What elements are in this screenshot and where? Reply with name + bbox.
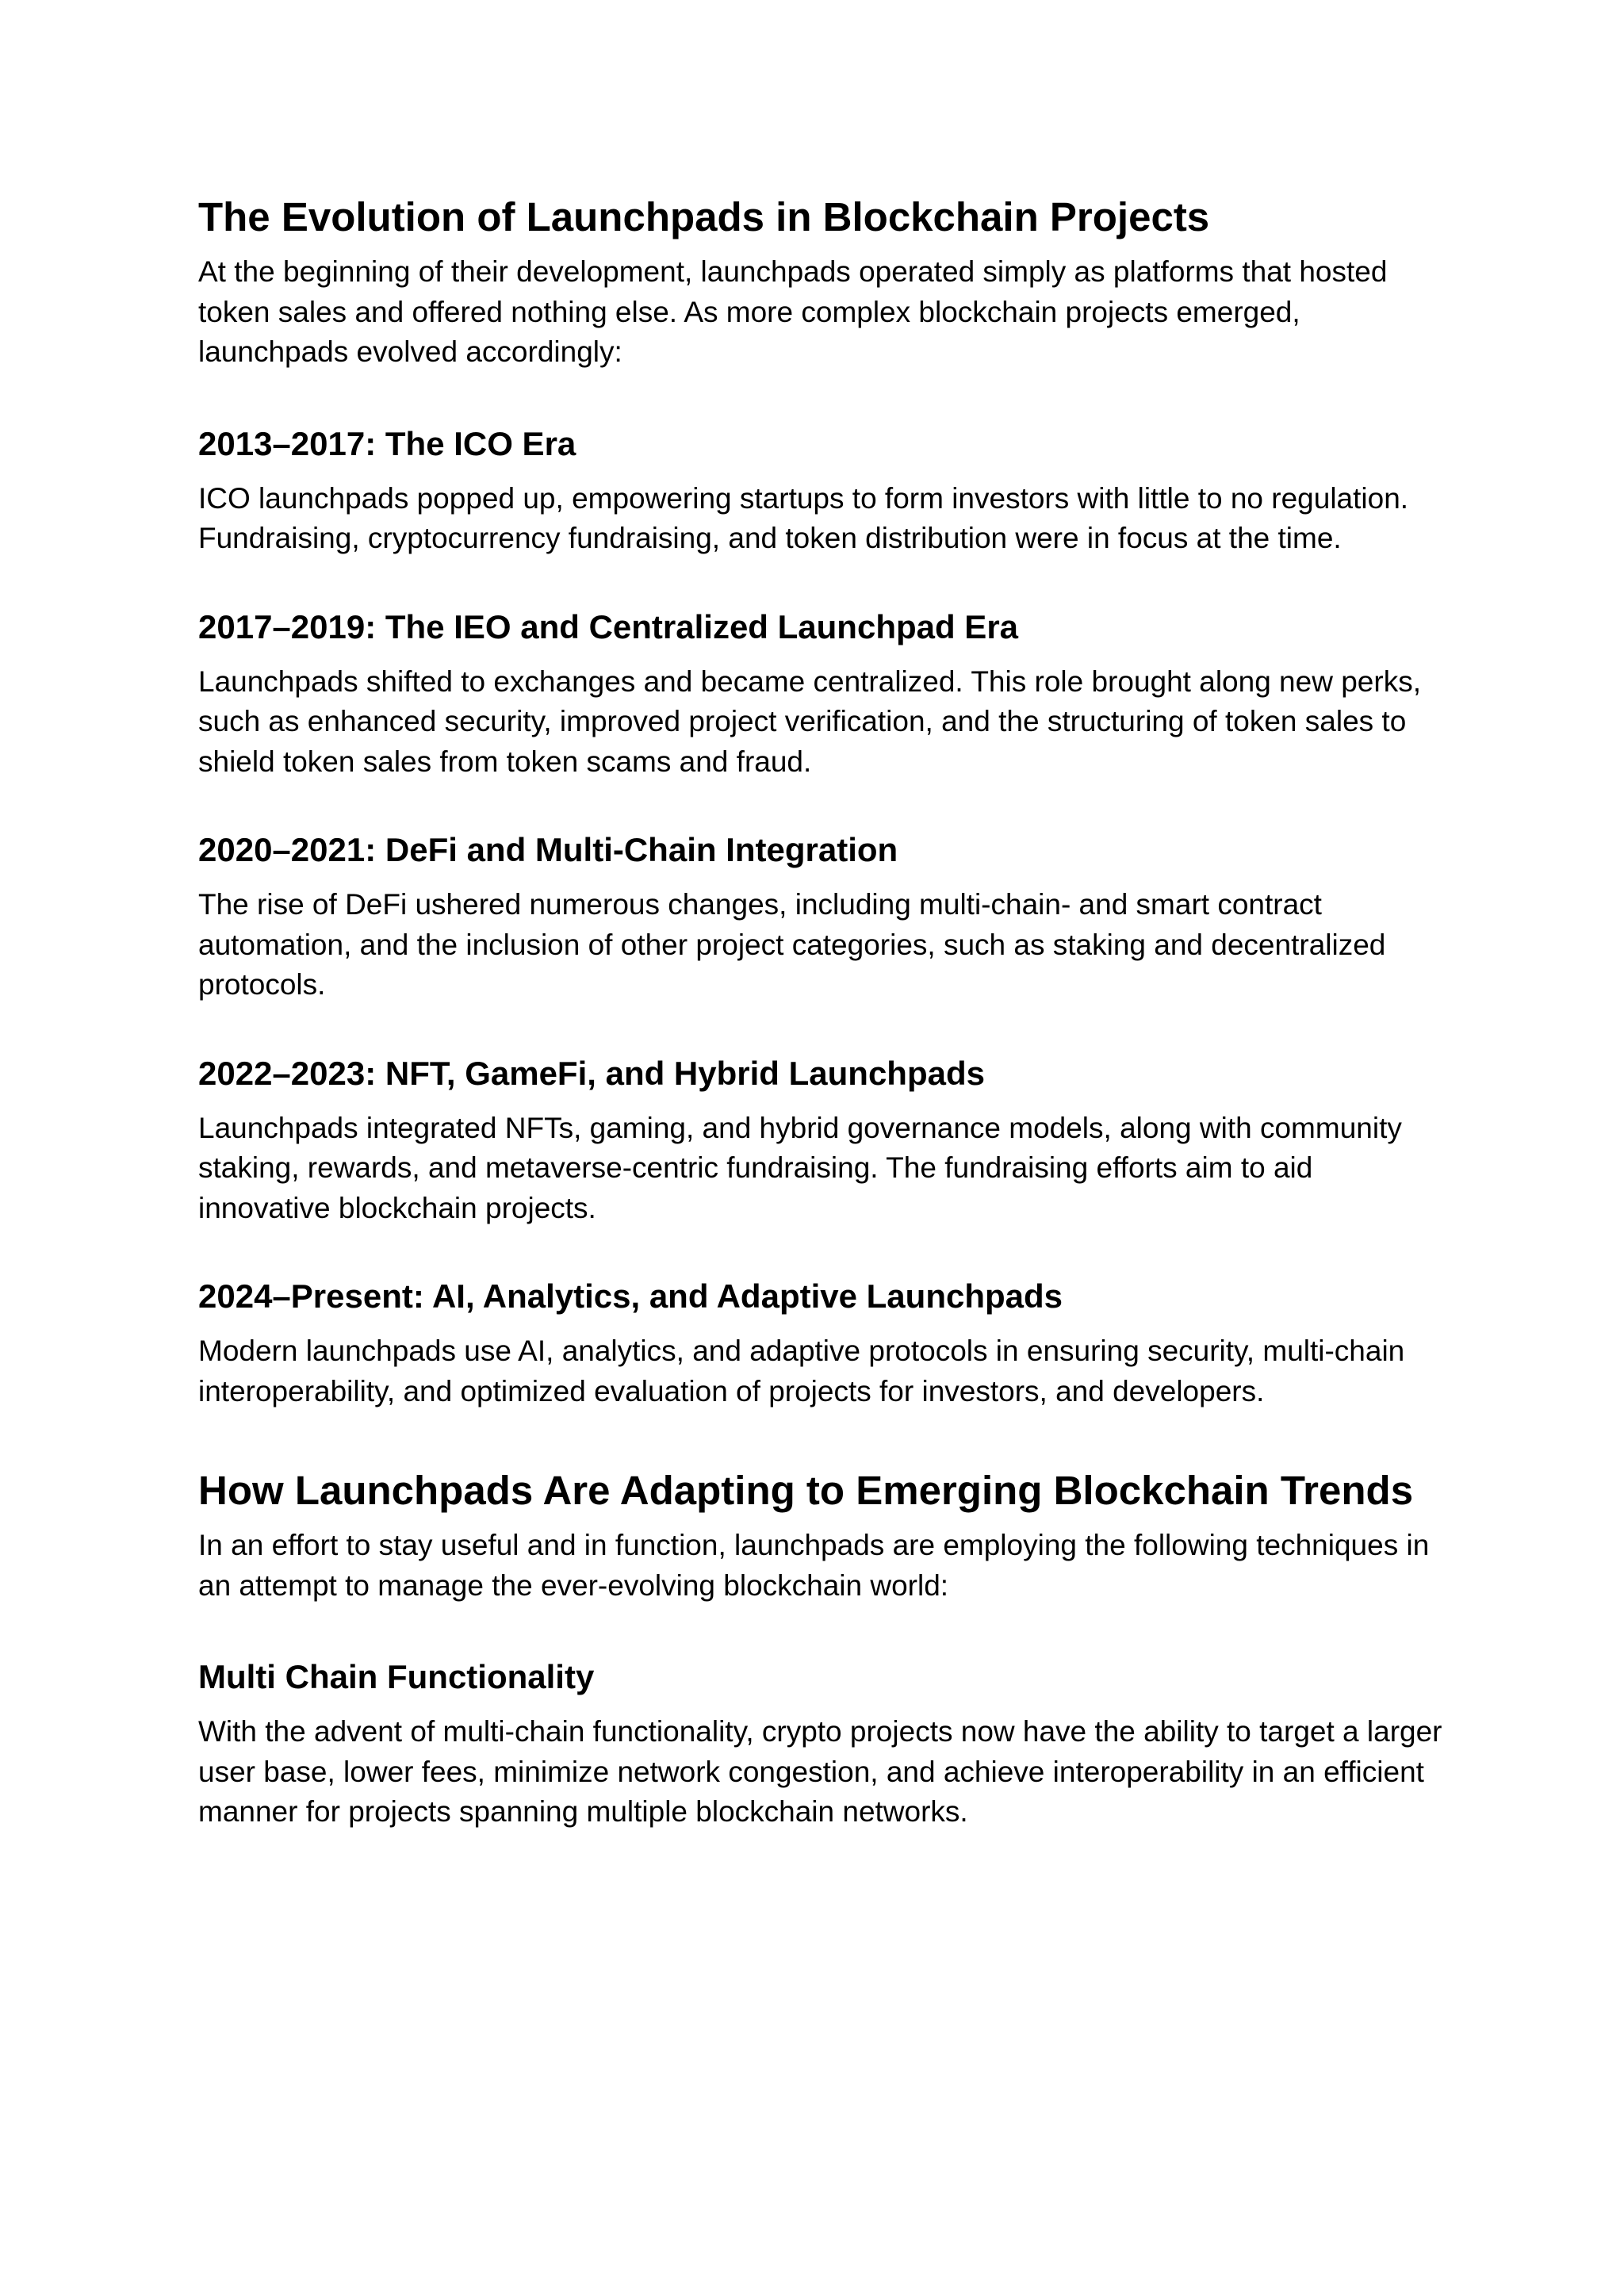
era-heading: 2013–2017: The ICO Era [198,424,576,462]
era-body: Launchpads shifted to exchanges and became centralized. This role brought along new perks, such as enhanced security, improved project verification, and the structuring of token sales to shield token sales from token scams and fraud. [198,664,1421,778]
subsection-body: With the advent of multi-chain functionality, crypto projects now have the ability to target a larger user base, lower fees, minimize network congestion, and achieve interoperability in an efficient manner for projects spanning multiple blockchain networks. [198,1715,1442,1828]
era-heading: 2024–Present: AI, Analytics, and Adaptive Launchpads [198,1277,1063,1315]
era-body: Modern launchpads use AI, analytics, and adaptive protocols in ensuring security, multi-chain interoperability, and optimized evaluation of projects for investors, and developers. [198,1335,1405,1407]
era-body: Launchpads integrated NFTs, gaming, and hybrid governance models, along with community staking, rewards, and metaverse-centric fundraising. The fundraising efforts aim to aid innovative blockchain projects. [198,1111,1402,1224]
section-intro: In an effort to stay useful and in function, launchpads are employing the following techniques in an attempt to manage the ever-evolving blockchain world: [198,1529,1430,1602]
era-body: The rise of DeFi ushered numerous changes, including multi-chain- and smart contract automation, and the inclusion of other project categories, such as staking and decentralized protocols. [198,888,1386,1001]
era-body: ICO launchpads popped up, empowering startups to form investors with little to no regulation. Fundraising, cryptocurrency fundraising, and token distribution were in focus at the time. [198,481,1409,554]
document-page [198,190,1451,1833]
era-heading: 2020–2021: DeFi and Multi-Chain Integration [198,831,898,868]
subsection-heading: Multi Chain Functionality [198,1658,595,1695]
section-title: How Launchpads Are Adapting to Emerging Blockchain Trends [198,1468,1414,1513]
era-heading: 2022–2023: NFT, GameFi, and Hybrid Launchpads [198,1054,985,1092]
section-title: The Evolution of Launchpads in Blockchain Projects [198,194,1210,239]
era-heading: 2017–2019: The IEO and Centralized Launchpad Era [198,607,1019,645]
section-intro: At the beginning of their development, launchpads operated simply as platforms that hosted token sales and offered nothing else. As more complex blockchain projects emerged, launchpads evolved accordingly: [198,255,1388,368]
